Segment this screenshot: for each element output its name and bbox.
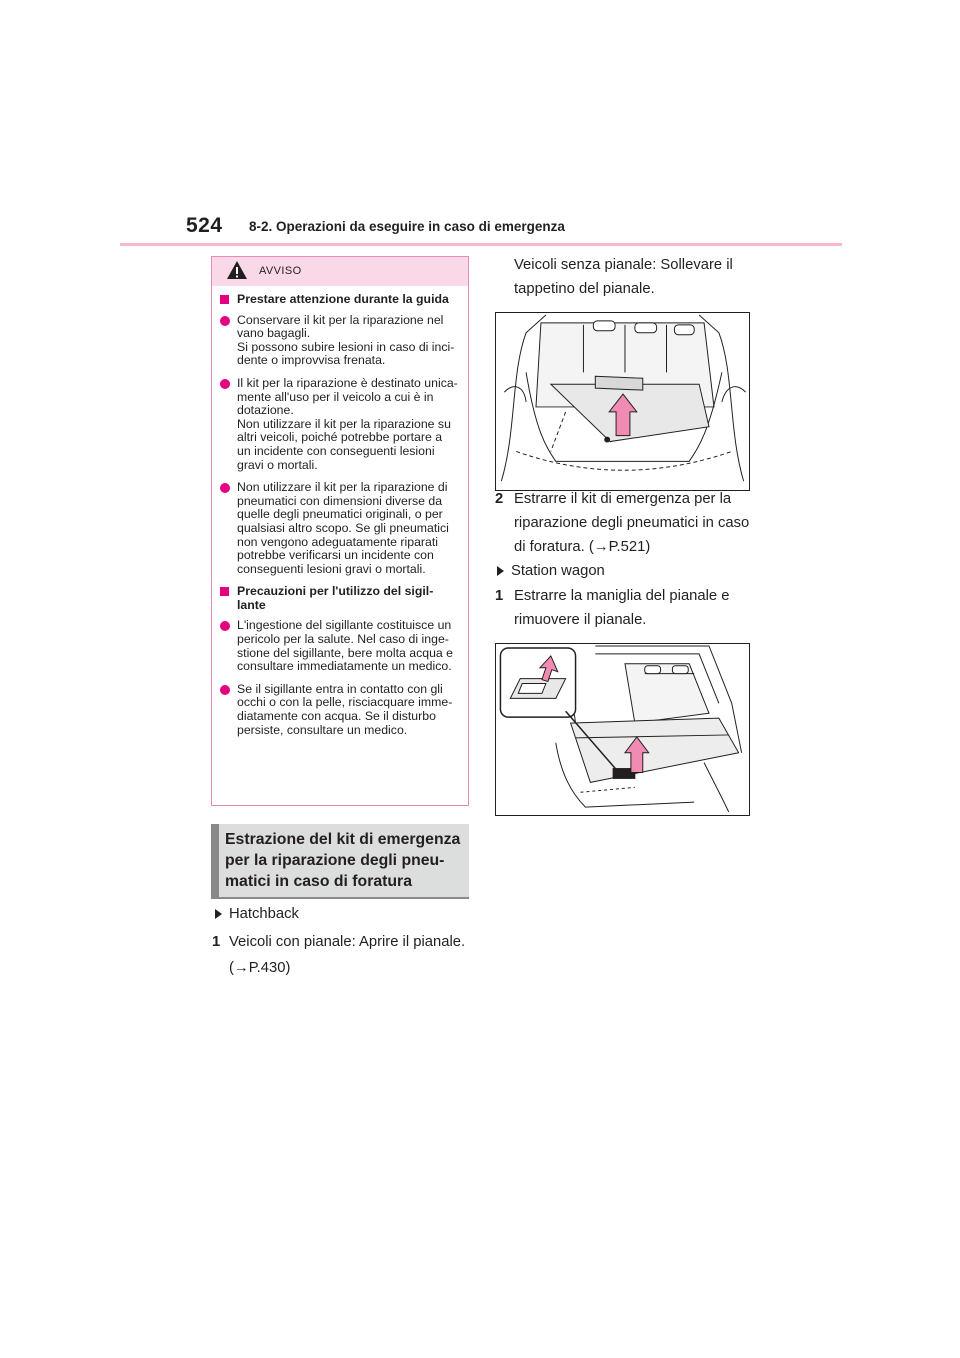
warning-item — [220, 377, 462, 472]
step1-continuation: Veicoli senza pianale: Sollevare il tappetino del pianale. — [514, 257, 733, 297]
warning-item-text: Conservare il kit per la riparazione nel vano bagagli. Si possono subire lesioni in caso di inci- dente o improvvisa frenata. — [237, 312, 455, 368]
hatchback-cargo-figure — [495, 312, 750, 491]
warning-item-text: Non utilizzare il kit per la riparazione di pneumatici con dimensioni diverse da quelle degli pneumatici originali, o per qualsiasi altro scopo. Se gli pneumatici non vengono adeguatamente riparati potrebbe verificarsi un incidente con conseguenti lesioni gravi o mortali. — [237, 480, 449, 576]
section-heading: Estrazione del kit di emergenza per la riparazione degli pneu- matici in caso di foratura — [225, 831, 461, 890]
step2-text: Estrarre il kit di emergenza per la riparazione degli pneumatici in caso di foratura. (→P.521) — [514, 491, 750, 555]
circle-bullet-icon — [220, 685, 230, 695]
warning-header — [212, 257, 468, 286]
page-number: 524 — [186, 214, 223, 237]
square-bullet-icon — [220, 295, 229, 304]
step-number: 1 — [495, 588, 504, 604]
warning-heading-sealant — [220, 585, 462, 612]
step-number: 2 — [495, 491, 504, 507]
warning-item — [220, 683, 462, 737]
section-heading-rule — [211, 897, 469, 899]
header-rule — [120, 243, 842, 246]
warning-item-text: Il kit per la riparazione è destinato unica- mente all'uso per il veicolo a cui è in dotazione. Non utilizzare il kit per la riparazione su altri veicoli, poiché potrebbe portare a un incidente con conseguenti lesioni gravi o mortali. — [237, 375, 458, 472]
arrow-bullet-icon — [497, 566, 504, 576]
step1-text: Veicoli con pianale: Aprire il pianale. — [229, 934, 466, 950]
warning-item-text: Se il sigillante entra in contatto con gli occhi o con la pelle, risciacquare imme- diatamente con acqua. Se il disturbo persiste, consultare un medico. — [237, 681, 453, 737]
hatchback-label: Hatchback — [229, 906, 299, 922]
warning-heading-text: Precauzioni per l'utilizzo del sigil- lante — [237, 584, 434, 612]
circle-bullet-icon — [220, 483, 230, 493]
circle-bullet-icon — [220, 621, 230, 631]
station-wagon-cargo-figure — [495, 643, 750, 816]
arrow-bullet-icon — [215, 909, 222, 919]
circle-bullet-icon — [220, 379, 230, 389]
warning-triangle-icon — [226, 260, 248, 280]
warning-body — [220, 293, 462, 746]
warning-heading-text: Prestare attenzione durante la guida — [237, 292, 449, 306]
warning-item-text: L'ingestione del sigillante costituisce un pericolo per la salute. Nel caso di inge- stione del sigillante, bere molta acqua e consultare immediatamente un medico. — [237, 618, 454, 674]
step-number: 1 — [212, 934, 221, 950]
step1-reference-link[interactable]: (→P.430) — [229, 960, 291, 976]
warning-item — [220, 481, 462, 576]
station-wagon-label: Station wagon — [511, 563, 605, 579]
warning-item — [220, 619, 462, 673]
warning-item — [220, 314, 462, 368]
section-title: 8-2. Operazioni da eseguire in caso di emergenza — [249, 219, 565, 234]
sw-step1-text: Estrarre la maniglia del pianale e rimuovere il pianale. — [514, 588, 730, 628]
warning-heading-driving — [220, 293, 462, 307]
warning-label: AVVISO — [259, 265, 302, 277]
square-bullet-icon — [220, 587, 229, 596]
section-heading-bar — [211, 824, 219, 897]
circle-bullet-icon — [220, 316, 230, 326]
